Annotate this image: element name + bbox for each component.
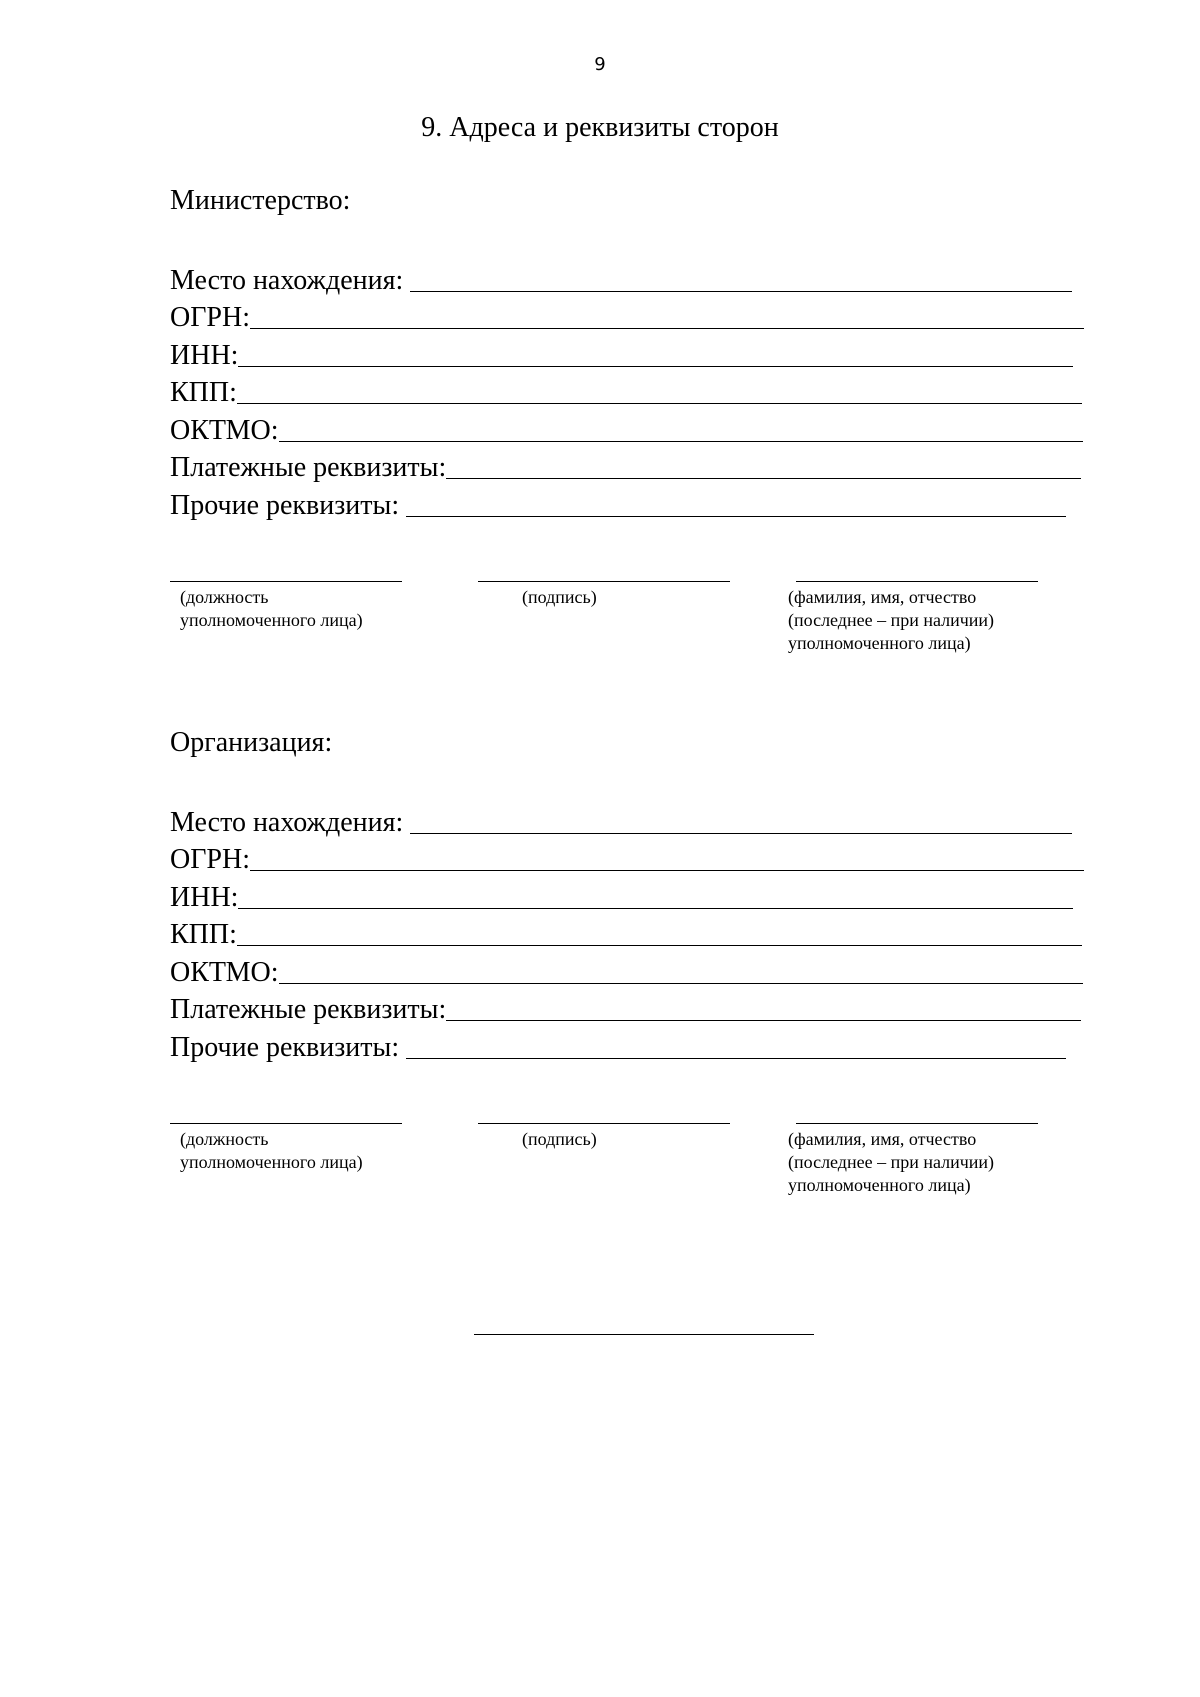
field-ogrn (170, 838, 1090, 876)
field-label: Прочие реквизиты: (170, 1031, 407, 1063)
signature-position (170, 1123, 402, 1174)
caption-line: (подпись) (522, 1128, 597, 1149)
signature-caption (478, 1128, 730, 1151)
caption-line: (последнее – при наличии) (788, 1151, 995, 1172)
field-other-details (170, 1025, 1090, 1063)
field-inn (170, 875, 1090, 913)
field-kpp (170, 371, 1090, 409)
full-name-caption (788, 586, 1038, 655)
field-label: ОКТМО: (170, 956, 279, 988)
field-kpp (170, 913, 1090, 951)
signature-sign (478, 1123, 730, 1151)
caption-line: (фамилия, имя, отчество (788, 1128, 977, 1149)
signature-caption (478, 586, 730, 609)
field-blank-line[interactable] (446, 478, 1081, 479)
field-blank-line[interactable] (237, 945, 1082, 946)
caption-line: (последнее – при наличии) (788, 609, 995, 630)
signature-position (170, 581, 402, 632)
signature-sign (478, 581, 730, 609)
signature-full-name (788, 1123, 1038, 1197)
field-blank-line[interactable] (279, 983, 1083, 984)
field-oktmo (170, 408, 1090, 446)
field-label: ОГРН: (170, 844, 250, 875)
signature-blank-line[interactable] (478, 1123, 730, 1124)
position-blank-line[interactable] (170, 1123, 402, 1124)
page-number: 9 (594, 54, 606, 75)
party-ministry (170, 184, 1090, 691)
field-blank-line[interactable] (237, 403, 1082, 404)
field-blank-line[interactable] (410, 833, 1072, 834)
field-label: КПП: (170, 919, 237, 950)
caption-line: (фамилия, имя, отчество (788, 586, 977, 607)
caption-line: уполномоченного лица) (180, 1151, 363, 1172)
field-blank-line[interactable] (279, 441, 1083, 442)
field-location (170, 800, 1090, 838)
field-blank-line[interactable] (410, 291, 1072, 292)
party-name: Организация: (170, 727, 333, 758)
section-title: 9. Адреса и реквизиты сторон (421, 112, 779, 143)
field-blank-line[interactable] (238, 366, 1073, 367)
caption-line: уполномоченного лица) (788, 1174, 971, 1195)
field-label: Место нахождения: (170, 264, 411, 296)
field-blank-line[interactable] (446, 1020, 1081, 1021)
field-label: ИНН: (170, 339, 239, 371)
field-label: Прочие реквизиты: (170, 489, 407, 521)
party-organization (170, 726, 1090, 1233)
field-other-details (170, 483, 1090, 521)
field-blank-line[interactable] (238, 908, 1073, 909)
position-blank-line[interactable] (170, 581, 402, 582)
full-name-blank-line[interactable] (796, 581, 1038, 582)
field-label: ИНН: (170, 881, 239, 913)
signature-full-name (788, 581, 1038, 655)
field-blank-line[interactable] (250, 328, 1084, 329)
field-ogrn (170, 296, 1090, 334)
field-label: Платежные реквизиты: (170, 994, 447, 1025)
full-name-blank-line[interactable] (796, 1123, 1038, 1124)
field-location (170, 258, 1090, 296)
signature-block (170, 1123, 1090, 1233)
field-label: Платежные реквизиты: (170, 452, 447, 483)
field-blank-line[interactable] (406, 1058, 1066, 1059)
signature-blank-line[interactable] (478, 581, 730, 582)
caption-line: (должность (180, 1128, 269, 1149)
field-payment-details (170, 988, 1090, 1026)
caption-line: (должность (180, 586, 269, 607)
party-name: Министерство: (170, 185, 351, 216)
end-of-document-rule (474, 1334, 814, 1335)
position-caption (170, 1128, 402, 1174)
caption-line: уполномоченного лица) (788, 632, 971, 653)
signature-block (170, 581, 1090, 691)
requisites-fields (170, 800, 1090, 1063)
caption-line: (подпись) (522, 586, 597, 607)
full-name-caption (788, 1128, 1038, 1197)
field-blank-line[interactable] (406, 516, 1066, 517)
position-caption (170, 586, 402, 632)
requisites-fields (170, 258, 1090, 521)
caption-line: уполномоченного лица) (180, 609, 363, 630)
field-label: ОКТМО: (170, 414, 279, 446)
field-label: КПП: (170, 377, 237, 408)
field-inn (170, 333, 1090, 371)
field-payment-details (170, 446, 1090, 484)
field-blank-line[interactable] (250, 870, 1084, 871)
field-label: Место нахождения: (170, 806, 411, 838)
field-label: ОГРН: (170, 302, 250, 333)
field-oktmo (170, 950, 1090, 988)
